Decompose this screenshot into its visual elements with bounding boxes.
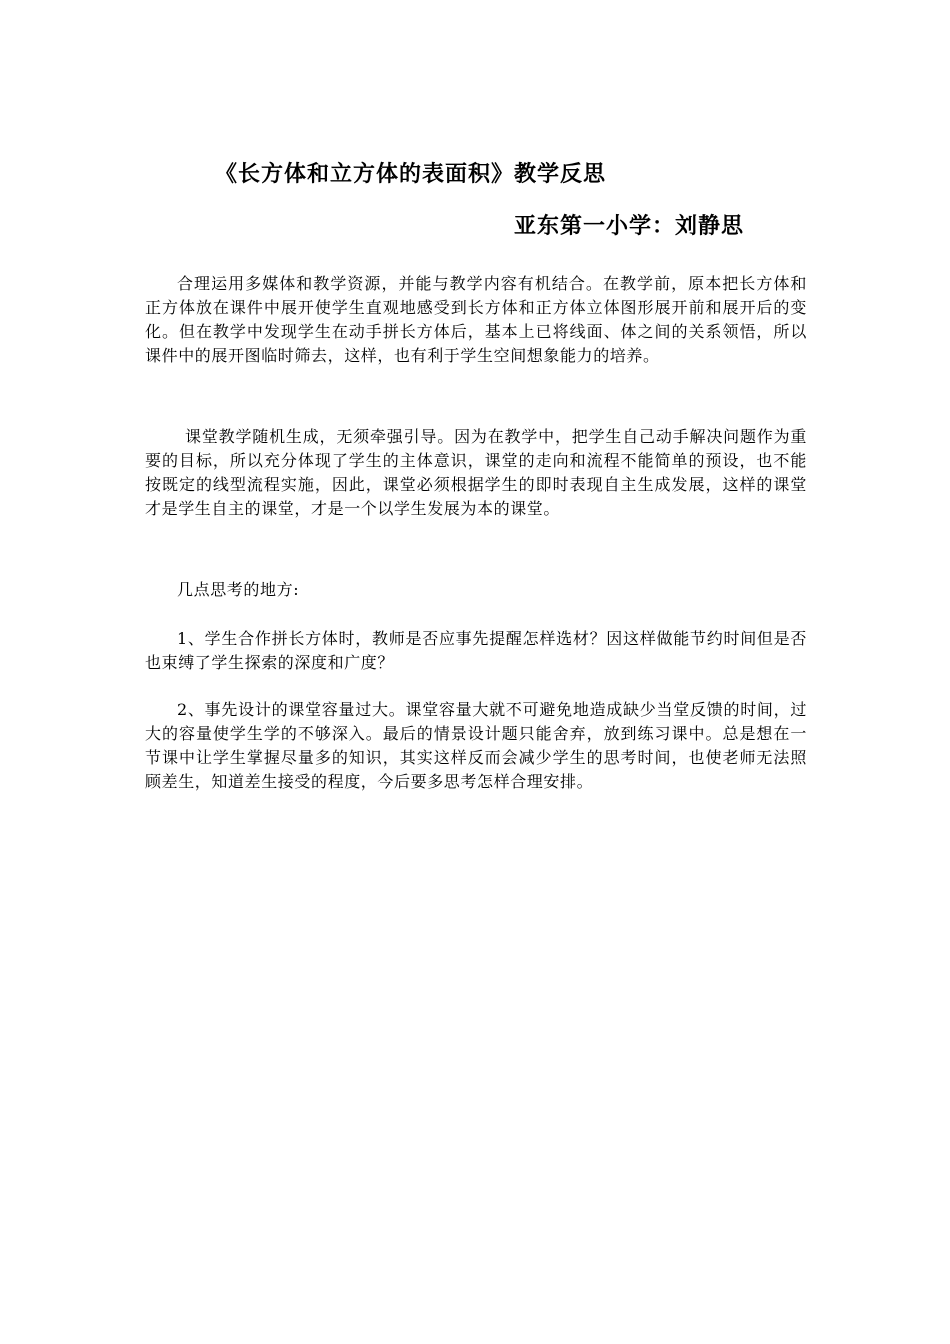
paragraph-multimedia: 合理运用多媒体和教学资源，并能与教学内容有机结合。在教学前，原本把长方体和正方体放在课件中展开使学生直观地感受到长方体和正方体立体图形展开前和展开后的变化。但在教学中发现学生在动手拼长方体后，基本上已将线面、体之间的关系领悟，所以课件中的展开图临时筛去，这样，也有利于学生空间想象能力的培养。 [145,274,807,365]
paragraph-reflection-heading: 几点思考的地方: [177,580,300,599]
author-line: 亚东第一小学：刘静思 [514,213,745,239]
document-title: 《长方体和立方体的表面积》教学反思 [215,161,607,187]
paragraph-reflection-point-1: 1、学生合作拼长方体时，教师是否应事先提醒怎样选材？因这样做能节约时间但是否也束缚了学生探索的深度和广度？ [145,629,807,672]
paragraph-classroom-generation: 课堂教学随机生成，无须牵强引导。因为在教学中，把学生自己动手解决问题作为重要的目标，所以充分体现了学生的主体意识，课堂的走向和流程不能简单的预设，也不能按既定的线型流程实施，因此，课堂必须根据学生的即时表现自主生成发展，这样的课堂才是学生自主的课堂，才是一个以学生发展为本的课堂。 [145,427,807,518]
paragraph-reflection-point-2: 2、事先设计的课堂容量过大。课堂容量大就不可避免地造成缺少当堂反馈的时间，过大的容量使学生学的不够深入。最后的情景设计题只能舍弃，放到练习课中。总是想在一节课中让学生掌握尽量多的知识，其实这样反而会减少学生的思考时间，也使老师无法照顾差生，知道差生接受的程度，今后要多思考怎样合理安排。 [145,700,807,791]
